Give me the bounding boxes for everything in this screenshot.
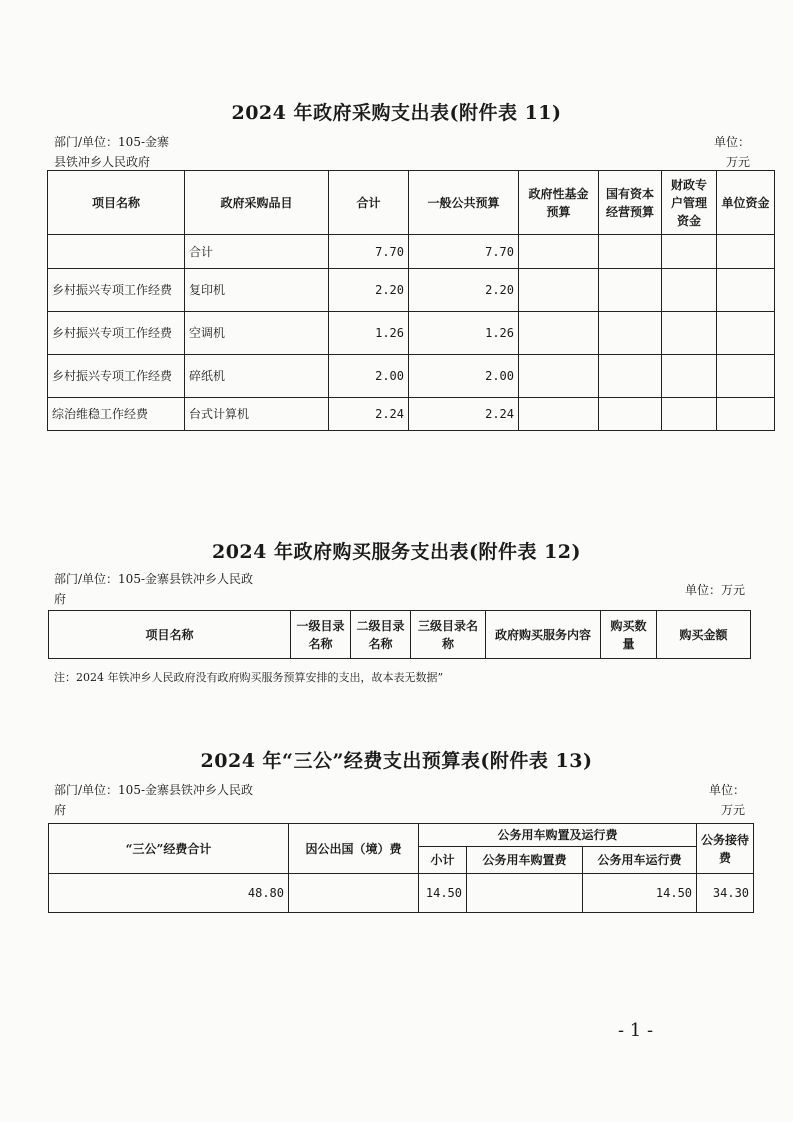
header-cell: 政府购买服务内容 — [486, 611, 601, 659]
table11-unit-value: 万元 — [725, 155, 750, 169]
table-cell: 2.00 — [329, 355, 409, 398]
table-cell: 1.26 — [329, 312, 409, 355]
table-cell: 1.26 — [409, 312, 519, 355]
table12-unit: 单位：万元 — [684, 583, 745, 597]
header-cell: 三级目录名称 — [411, 611, 486, 659]
header-cell: 政府性基金预算 — [519, 171, 599, 235]
table12-dept-line2: 府 — [54, 592, 67, 606]
table-cell: 14.50 — [583, 874, 697, 913]
table-cell — [717, 355, 775, 398]
table-cell: 34.30 — [697, 874, 754, 913]
page-number: - 1 - — [618, 1020, 654, 1041]
table13-unit — [690, 780, 745, 820]
table-cell — [599, 355, 662, 398]
header-cell: 购买数量 — [601, 611, 657, 659]
table-cell: 2.24 — [329, 398, 409, 431]
table-cell: 2.24 — [409, 398, 519, 431]
service-purchase-table — [48, 610, 751, 659]
table-cell: 乡村振兴专项工作经费 — [48, 355, 185, 398]
table-row — [48, 355, 775, 398]
table-cell: 2.00 — [409, 355, 519, 398]
table-cell — [519, 312, 599, 355]
table12-note: 注：2024 年铁冲乡人民政府没有政府购买服务预算安排的支出，故本表无数据” — [54, 671, 444, 684]
table-cell — [599, 398, 662, 431]
table-cell — [662, 235, 717, 269]
header-cell: 小计 — [419, 847, 467, 874]
table-cell — [519, 235, 599, 269]
header-cell: 一级目录名称 — [291, 611, 351, 659]
table-cell: 7.70 — [329, 235, 409, 269]
header-cell: 二级目录名称 — [351, 611, 411, 659]
table-cell — [599, 269, 662, 312]
table-cell: 空调机 — [185, 312, 329, 355]
table13-unit-value: 万元 — [720, 803, 745, 817]
table13-unit-label: 单位： — [708, 783, 745, 797]
header-cell: 项目名称 — [48, 171, 185, 235]
table-cell: 乡村振兴专项工作经费 — [48, 312, 185, 355]
table-cell — [662, 312, 717, 355]
header-cell: 公务用车购置费 — [467, 847, 583, 874]
table-cell — [519, 398, 599, 431]
table-row — [48, 398, 775, 431]
table-header-row — [48, 171, 775, 235]
table-cell — [599, 235, 662, 269]
table13-dept — [54, 780, 253, 820]
table-cell: 2.20 — [329, 269, 409, 312]
header-cell: 财政专户管理资金 — [662, 171, 717, 235]
table-row — [48, 269, 775, 312]
table-cell — [289, 874, 419, 913]
table11-unit-label: 单位： — [713, 135, 750, 149]
table-cell — [717, 398, 775, 431]
table11-dept — [54, 132, 169, 172]
table-cell — [717, 235, 775, 269]
table-header-row — [49, 824, 754, 847]
procurement-table — [47, 170, 775, 431]
table13-dept-line1: 部门/单位：105-金寨县铁冲乡人民政 — [54, 783, 254, 797]
header-cell: 公务用车运行费 — [583, 847, 697, 874]
header-cell: 公务用车购置及运行费 — [419, 824, 697, 847]
header-cell: 合计 — [329, 171, 409, 235]
table-cell — [48, 235, 185, 269]
table-cell: 乡村振兴专项工作经费 — [48, 269, 185, 312]
table-cell — [599, 312, 662, 355]
table11-dept-line2: 县铁冲乡人民政府 — [54, 155, 151, 169]
header-cell: “三公”经费合计 — [49, 824, 289, 874]
table13-title: 2024 年“三公”经费支出预算表(附件表 13) — [200, 750, 593, 772]
table-cell: 碎纸机 — [185, 355, 329, 398]
table-cell — [662, 269, 717, 312]
table-cell — [717, 269, 775, 312]
header-cell: 项目名称 — [49, 611, 291, 659]
table-cell — [519, 355, 599, 398]
table-cell: 台式计算机 — [185, 398, 329, 431]
header-cell: 公务接待费 — [697, 824, 754, 874]
table-row — [49, 874, 754, 913]
table-cell — [717, 312, 775, 355]
table-cell — [467, 874, 583, 913]
table-cell — [662, 355, 717, 398]
three-public-expenses-table — [48, 823, 754, 913]
table-cell — [519, 269, 599, 312]
table-cell: 合计 — [185, 235, 329, 269]
table11-unit — [700, 132, 750, 172]
table-row — [48, 235, 775, 269]
table12-dept — [54, 569, 253, 609]
header-cell: 因公出国（境）费 — [289, 824, 419, 874]
table11-title: 2024 年政府采购支出表(附件表 11) — [231, 102, 562, 124]
table11-dept-line1: 部门/单位：105-金寨 — [54, 135, 170, 149]
table-cell — [662, 398, 717, 431]
table12-dept-line1: 部门/单位：105-金寨县铁冲乡人民政 — [54, 572, 254, 586]
table-cell: 14.50 — [419, 874, 467, 913]
table-cell: 综治维稳工作经费 — [48, 398, 185, 431]
header-cell: 国有资本经营预算 — [599, 171, 662, 235]
header-cell: 单位资金 — [717, 171, 775, 235]
table-row — [48, 312, 775, 355]
table12-title: 2024 年政府购买服务支出表(附件表 12) — [211, 541, 582, 563]
header-cell: 一般公共预算 — [409, 171, 519, 235]
table-cell: 48.80 — [49, 874, 289, 913]
table13-dept-line2: 府 — [54, 803, 67, 817]
table-header-row — [49, 611, 751, 659]
table-cell: 复印机 — [185, 269, 329, 312]
table-cell: 7.70 — [409, 235, 519, 269]
header-cell: 政府采购品目 — [185, 171, 329, 235]
header-cell: 购买金额 — [657, 611, 751, 659]
table-cell: 2.20 — [409, 269, 519, 312]
